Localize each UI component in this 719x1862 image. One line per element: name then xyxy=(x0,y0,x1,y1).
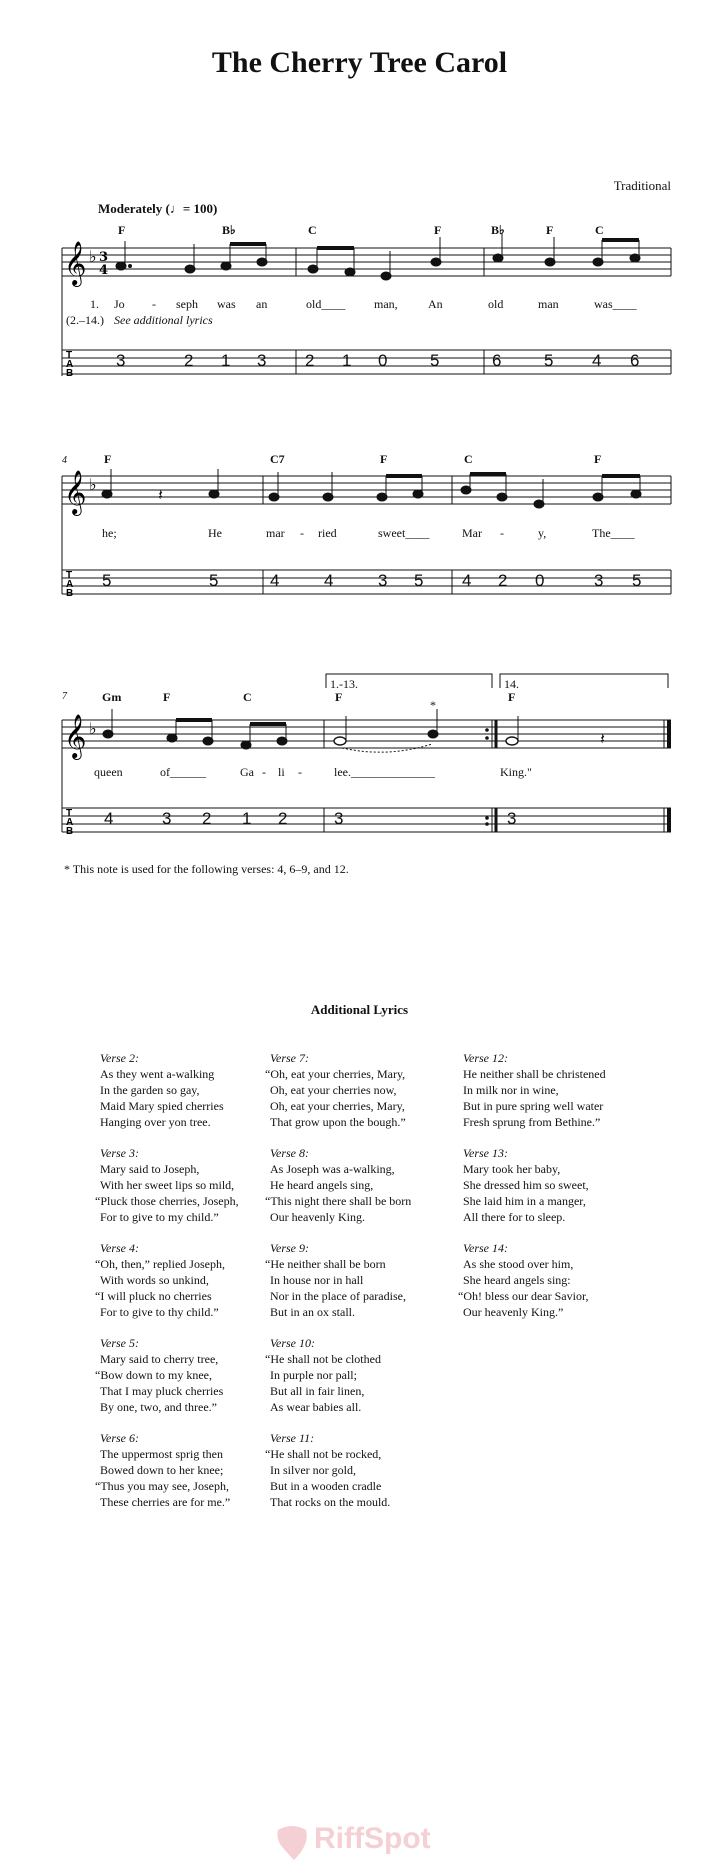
treble-clef-icon: 𝄞 xyxy=(64,241,87,285)
lyric-syllable: an xyxy=(256,297,268,311)
chord-symbol: F xyxy=(163,690,171,704)
verse-line: With words so unkind, xyxy=(100,1273,209,1287)
notes-system-1 xyxy=(116,233,640,280)
chord-symbol: F xyxy=(546,223,554,237)
verse-line: Oh, eat your cherries, Mary, xyxy=(270,1099,405,1113)
verse-line: Mary said to cherry tree, xyxy=(100,1352,219,1366)
verse-block xyxy=(265,1050,406,1130)
tab-fret: 5 xyxy=(430,351,440,370)
verse-line: Maid Mary spied cherries xyxy=(100,1099,224,1113)
lyric-syllable: he; xyxy=(102,526,117,540)
svg-text:T: T xyxy=(66,808,73,819)
svg-text:A: A xyxy=(66,359,74,370)
chord-symbol: C xyxy=(308,223,317,237)
lyric-syllable: Jo xyxy=(114,297,125,311)
repeat-dot xyxy=(485,816,489,820)
tab-fret: 3 xyxy=(116,351,126,370)
lyric-syllable: ried xyxy=(318,526,337,540)
verse-heading: Verse 3: xyxy=(100,1146,139,1160)
lyric-syllable: King." xyxy=(500,765,532,779)
tab-fret: 6 xyxy=(630,351,640,370)
verse-line: “He shall not be clothed xyxy=(265,1352,381,1366)
quarter-rest-icon: 𝄽 xyxy=(158,485,163,504)
tab-fret: 5 xyxy=(209,571,219,590)
verse-block xyxy=(95,1240,225,1320)
chord-symbol: F xyxy=(508,690,516,704)
chord-symbol: F xyxy=(104,452,112,466)
lyric-syllable: of______ xyxy=(160,765,206,779)
verse-line: Mary said to Joseph, xyxy=(100,1162,200,1176)
lyric-syllable: y, xyxy=(538,526,547,540)
tab-fret: 4 xyxy=(324,571,334,590)
system-2 xyxy=(62,476,671,594)
tab-fret: 5 xyxy=(414,571,424,590)
lyric-hyphen: - xyxy=(152,297,156,311)
svg-text:A: A xyxy=(66,817,74,828)
repeat-dot xyxy=(485,822,489,826)
lyric-syllable: sweet____ xyxy=(378,526,430,540)
chord-symbol: F xyxy=(594,452,602,466)
tempo-paren: ( xyxy=(165,201,170,216)
tab-fret: 2 xyxy=(278,809,288,828)
tab-fret: 2 xyxy=(498,571,508,590)
flat-key-icon: ♭ xyxy=(89,719,97,738)
lyric-hyphen: - xyxy=(298,765,302,779)
verse-line: “Oh! bless our dear Savior, xyxy=(458,1289,589,1303)
verse-line: “Thus you may see, Joseph, xyxy=(95,1479,229,1493)
verse-heading: Verse 13: xyxy=(463,1146,508,1160)
tab-fret: 4 xyxy=(592,351,602,370)
lyric-hyphen: - xyxy=(300,526,304,540)
verse-line: But all in fair linen, xyxy=(270,1384,365,1398)
tab-clef-1 xyxy=(66,350,73,379)
lyric-syllable: old xyxy=(488,297,504,311)
tab-fret: 3 xyxy=(594,571,604,590)
verse-number: 1. xyxy=(90,297,99,311)
tab-clef-3 xyxy=(66,808,73,837)
sheet-music xyxy=(0,0,719,860)
verse-line: “Oh, eat your cherries, Mary, xyxy=(265,1067,406,1081)
tab-fret: 5 xyxy=(632,571,642,590)
verse-line: The uppermost sprig then xyxy=(100,1447,223,1461)
verse-line: Nor in the place of paradise, xyxy=(270,1289,406,1303)
lyric-syllable: He xyxy=(208,526,222,540)
verse-line: That grow upon the bough.” xyxy=(270,1115,406,1129)
tab-fret: 1 xyxy=(342,351,352,370)
verse-line: Bowed down to her knee; xyxy=(100,1463,224,1477)
ending-1-label: 1.-13. xyxy=(330,677,358,691)
lyric-syllable: Ga xyxy=(240,765,254,779)
lyric-syllable: old____ xyxy=(306,297,346,311)
chord-symbol: F xyxy=(335,690,343,704)
svg-text:B: B xyxy=(66,826,74,837)
chord-symbol: F xyxy=(380,452,388,466)
tab-fret: 1 xyxy=(221,351,231,370)
verse-block xyxy=(265,1240,406,1320)
tempo-bpm: = 100 xyxy=(182,201,214,216)
verse-block xyxy=(458,1240,589,1320)
tab-fret: 5 xyxy=(544,351,554,370)
chord-symbol: C xyxy=(464,452,473,466)
verse-line: Our heavenly King. xyxy=(270,1210,365,1224)
tab-clef-2 xyxy=(66,570,73,599)
lyric-syllable: man xyxy=(538,297,559,311)
lyric-syllable: was____ xyxy=(594,297,637,311)
page-title: The Cherry Tree Carol xyxy=(211,46,508,79)
treble-clef-icon: 𝄞 xyxy=(64,714,87,758)
flat-key-icon: ♭ xyxy=(89,475,97,494)
verse-heading: Verse 4: xyxy=(100,1241,139,1255)
lyric-hyphen: - xyxy=(500,526,504,540)
treble-clef-icon: 𝄞 xyxy=(64,470,87,514)
verse-line: These cherries are for me.” xyxy=(100,1495,231,1509)
verse-line: She heard angels sing: xyxy=(463,1273,571,1287)
chord-symbol: B♭ xyxy=(491,223,505,237)
chord-symbol: F xyxy=(434,223,442,237)
tab-fret: 3 xyxy=(257,351,267,370)
verse-line: “This night there shall be born xyxy=(265,1194,412,1208)
verse-line: With her sweet lips so mild, xyxy=(100,1178,235,1192)
chord-symbol: C xyxy=(595,223,604,237)
lyric-syllable: An xyxy=(428,297,443,311)
verse-line: In silver nor gold, xyxy=(270,1463,356,1477)
svg-text:T: T xyxy=(66,570,73,581)
verse-line: All there for to sleep. xyxy=(463,1210,566,1224)
repeat-dot xyxy=(485,736,489,740)
riffspot-logo-text: RiffSpot xyxy=(314,1822,431,1855)
lyric-syllable: lee.______________ xyxy=(334,765,435,779)
verse-heading: Verse 11: xyxy=(270,1431,315,1445)
tab-fret: 0 xyxy=(535,571,545,590)
tab-fret: 5 xyxy=(102,571,112,590)
verse-line: As Joseph was a-walking, xyxy=(270,1162,395,1176)
system-3 xyxy=(62,674,671,832)
verse-line: He heard angels sing, xyxy=(270,1178,374,1192)
lyric-hyphen: - xyxy=(262,765,266,779)
lyric-syllable: mar xyxy=(266,526,285,540)
verse-heading: Verse 2: xyxy=(100,1051,139,1065)
tab-fret: 2 xyxy=(184,351,194,370)
chord-symbol: C7 xyxy=(270,452,285,466)
verse-heading: Verse 7: xyxy=(270,1051,309,1065)
tab-fret: 3 xyxy=(378,571,388,590)
riffspot-logo-icon xyxy=(272,1822,312,1862)
chord-symbol: C xyxy=(243,690,252,704)
asterisk-mark: * xyxy=(430,698,436,712)
lyric-syllable: was xyxy=(217,297,236,311)
verse-line: But in an ox stall. xyxy=(270,1305,355,1319)
footnote: * This note is used for the following verses: 4, 6–9, and 12. xyxy=(64,862,349,876)
verse-line: For to give to my child.” xyxy=(100,1210,219,1224)
verse-line: That rocks on the mould. xyxy=(270,1495,391,1509)
lyric-syllable: seph xyxy=(176,297,198,311)
verse-block xyxy=(95,1430,231,1510)
verse-line: “He neither shall be born xyxy=(265,1257,386,1271)
verse-line: “Oh, then,” replied Joseph, xyxy=(95,1257,225,1271)
verse-line: “Bow down to my knee, xyxy=(95,1368,212,1382)
verse-line: “I will pluck no cherries xyxy=(95,1289,212,1303)
verse-block xyxy=(463,1050,606,1130)
verse-line: As she stood over him, xyxy=(463,1257,574,1271)
lyric-syllable: li xyxy=(278,765,285,779)
verse-heading: Verse 10: xyxy=(270,1336,315,1350)
tempo-marking: Moderately (♩= 100) xyxy=(98,201,218,216)
ending-2-label: 14. xyxy=(504,677,519,691)
verse-line: But in a wooden cradle xyxy=(270,1479,382,1493)
verse-heading: Verse 5: xyxy=(100,1336,139,1350)
chord-symbol: F xyxy=(118,223,126,237)
verse-line: In house nor in hall xyxy=(270,1273,364,1287)
verse-line: Hanging over yon tree. xyxy=(100,1115,211,1129)
verse-line: For to give to thy child.” xyxy=(100,1305,219,1319)
lyric-syllable: queen xyxy=(94,765,123,779)
quarter-note-icon: ♩ xyxy=(169,201,183,216)
quarter-rest-icon: 𝄽 xyxy=(600,729,605,748)
svg-text:A: A xyxy=(66,579,74,590)
measure-number: 7 xyxy=(62,691,67,702)
chord-symbol: B♭ xyxy=(222,223,236,237)
chord-symbol: Gm xyxy=(102,690,122,704)
svg-text:T: T xyxy=(66,350,73,361)
see-additional-lyrics: See additional lyrics xyxy=(114,313,213,327)
repeat-dot xyxy=(485,728,489,732)
verse-line: “He shall not be rocked, xyxy=(265,1447,382,1461)
verse-line: He neither shall be christened xyxy=(463,1067,606,1081)
tab-fret: 2 xyxy=(202,809,212,828)
measure-number: 4 xyxy=(62,455,67,466)
tab-fret: 4 xyxy=(270,571,280,590)
tab-fret: 6 xyxy=(492,351,502,370)
verse-line: By one, two, and three.” xyxy=(100,1400,217,1414)
notes-system-2 xyxy=(102,469,641,508)
system-1 xyxy=(62,248,671,376)
verse-heading: Verse 12: xyxy=(463,1051,508,1065)
svg-text:B: B xyxy=(66,368,74,379)
verse-heading: Verse 8: xyxy=(270,1146,309,1160)
verse-line: She dressed him so sweet, xyxy=(463,1178,589,1192)
notes-system-3 xyxy=(103,709,605,752)
verse-heading: Verse 14: xyxy=(463,1241,508,1255)
verse-range: (2.–14.) xyxy=(66,313,104,327)
tab-fret: 3 xyxy=(162,809,172,828)
verse-line: In purple nor pall; xyxy=(270,1368,357,1382)
verse-line: As they went a-walking xyxy=(100,1067,215,1081)
verse-line: That I may pluck cherries xyxy=(100,1384,224,1398)
verse-block xyxy=(265,1430,391,1510)
tab-fret: 1 xyxy=(242,809,252,828)
lyric-syllable: man, xyxy=(374,297,398,311)
tab-fret: 4 xyxy=(104,809,114,828)
verse-heading: Verse 6: xyxy=(100,1431,139,1445)
additional-lyrics-title: Additional Lyrics xyxy=(310,1002,409,1017)
lyric-syllable: Mar xyxy=(462,526,482,540)
tab-fret: 3 xyxy=(507,809,517,828)
tab-fret: 3 xyxy=(334,809,344,828)
flat-key-icon: ♭ xyxy=(89,247,97,266)
lyric-syllable: The____ xyxy=(592,526,635,540)
tempo-word: Moderately xyxy=(98,201,163,216)
verse-line: Our heavenly King.” xyxy=(463,1305,564,1319)
verse-line: Mary took her baby, xyxy=(463,1162,561,1176)
verse-block xyxy=(463,1145,589,1225)
verse-block xyxy=(265,1335,381,1415)
verse-line: In the garden so gay, xyxy=(100,1083,200,1097)
verse-line: Fresh sprung from Bethine.” xyxy=(463,1115,601,1129)
svg-text:B: B xyxy=(66,588,74,599)
verse-line: As wear babies all. xyxy=(270,1400,362,1414)
verse-line: But in pure spring well water xyxy=(463,1099,604,1113)
verse-block xyxy=(265,1145,412,1225)
verse-line: She laid him in a manger, xyxy=(463,1194,586,1208)
verse-line: Oh, eat your cherries now, xyxy=(270,1083,397,1097)
verse-block xyxy=(100,1050,224,1130)
verse-line: In milk nor in wine, xyxy=(463,1083,559,1097)
composer-credit: Traditional xyxy=(613,178,671,193)
verse-block xyxy=(95,1145,239,1225)
verse-block xyxy=(95,1335,224,1415)
verse-heading: Verse 9: xyxy=(270,1241,309,1255)
tab-fret: 2 xyxy=(305,351,315,370)
time-sig-bottom: 4 xyxy=(99,263,109,278)
tab-fret: 4 xyxy=(462,571,472,590)
time-sig-top: 3 xyxy=(99,250,109,265)
tab-fret: 0 xyxy=(378,351,388,370)
verse-line: “Pluck those cherries, Joseph, xyxy=(95,1194,239,1208)
